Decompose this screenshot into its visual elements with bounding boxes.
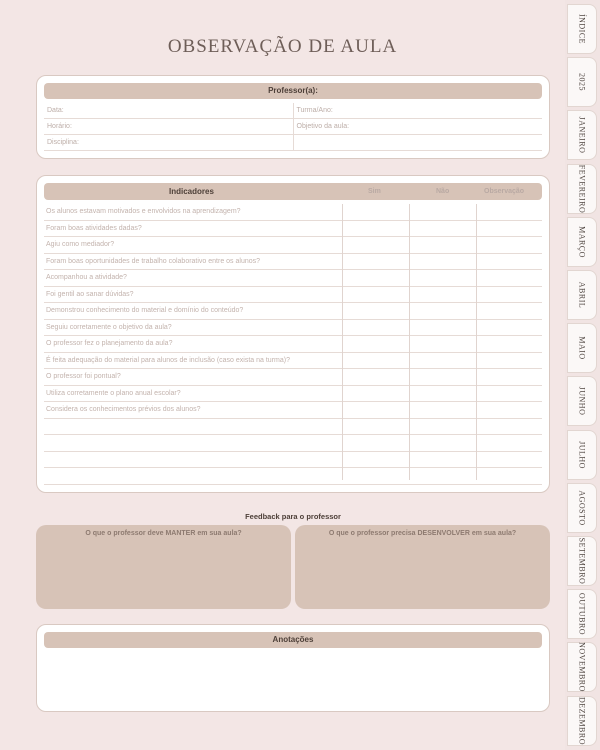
anotacoes-header: Anotações	[272, 635, 314, 644]
indicator-question: Os alunos estavam motivados e envolvidos na aprendizagem?	[46, 208, 241, 215]
anotacoes-header-bar	[44, 632, 542, 648]
tab-fevereiro[interactable]	[567, 164, 597, 214]
professor-row	[44, 135, 542, 151]
indicadores-rows	[44, 204, 542, 485]
table-row	[44, 336, 542, 353]
professor-header: Professor(a):	[268, 86, 318, 95]
tab-março[interactable]	[567, 217, 597, 267]
field-disciplina[interactable]: Disciplina:	[47, 139, 79, 146]
indicator-question: É feita adequação do material para alunos de inclusão (caso exista na turma)?	[46, 356, 290, 364]
col-divider	[409, 204, 410, 480]
tab-junho[interactable]	[567, 376, 597, 426]
tab-dezembro[interactable]	[567, 696, 597, 746]
tab-label: ÍNDICE	[577, 13, 587, 45]
tab-label: JUNHO	[577, 387, 587, 416]
tab-julho[interactable]	[567, 430, 597, 480]
professor-row	[44, 103, 542, 119]
feedback-label: Feedback para o professor	[245, 512, 341, 521]
table-row	[44, 270, 542, 287]
tab-label: MAIO	[577, 336, 587, 360]
tab-label: AGOSTO	[577, 490, 587, 526]
anotacoes-card[interactable]	[36, 624, 550, 712]
field-horario[interactable]: Horário:	[47, 123, 72, 130]
table-row	[44, 419, 542, 436]
indicadores-header: Indicadores	[169, 187, 214, 196]
tab-janeiro[interactable]	[567, 110, 597, 160]
table-row	[44, 353, 542, 370]
feedback-develop-title: O que o professor precisa DESENVOLVER em sua aula?	[328, 530, 517, 537]
feedback-keep-box[interactable]	[36, 525, 291, 609]
tab-label: 2025	[577, 73, 587, 92]
field-empty[interactable]	[293, 135, 543, 150]
tab-2025[interactable]	[567, 57, 597, 107]
tab-label: FEVEREIRO	[577, 164, 587, 213]
indicadores-card	[36, 175, 550, 493]
table-row	[44, 237, 542, 254]
col-observacao: Observação	[484, 188, 525, 195]
indicator-question: Agiu como mediador?	[46, 241, 115, 248]
tab-novembro[interactable]	[567, 642, 597, 692]
tab-label: SETEMBRO	[577, 537, 587, 585]
tab-label: JULHO	[577, 440, 587, 469]
tab-setembro[interactable]	[567, 536, 597, 586]
table-row	[44, 435, 542, 452]
col-nao: Não	[436, 188, 450, 195]
tab-label: MARÇO	[577, 225, 587, 258]
page-title: OBSERVAÇÃO DE AULA	[167, 36, 398, 57]
professor-fields	[44, 103, 542, 151]
indicator-question: Seguiu corretamente o objetivo da aula?	[46, 323, 172, 331]
field-data[interactable]: Data:	[47, 107, 64, 114]
table-row	[44, 452, 542, 469]
indicator-question: Utiliza corretamente o plano anual escolar?	[46, 389, 181, 397]
tab-label: JANEIRO	[577, 116, 587, 154]
tab-label: DEZEMBRO	[577, 696, 587, 745]
indicadores-header-bar	[44, 183, 542, 200]
professor-header-bar	[44, 83, 542, 99]
table-row	[44, 204, 542, 221]
indicator-question: Foi gentil ao sanar dúvidas?	[46, 290, 134, 298]
indicator-question: O professor foi pontual?	[46, 373, 121, 380]
tab-agosto[interactable]	[567, 483, 597, 533]
feedback-keep-title: O que o professor deve MANTER em sua aula?	[85, 530, 242, 537]
tab-índice[interactable]	[567, 4, 597, 54]
professor-row	[44, 119, 542, 135]
table-row	[44, 386, 542, 403]
tab-label: OUTUBRO	[577, 593, 587, 636]
indicator-question: Acompanhou a atividade?	[46, 274, 127, 281]
tab-label: NOVEMBRO	[577, 642, 587, 693]
professor-card	[36, 75, 550, 159]
col-sim: Sim	[368, 188, 381, 195]
table-row	[44, 254, 542, 271]
tab-outubro[interactable]	[567, 589, 597, 639]
feedback-develop-box[interactable]	[295, 525, 550, 609]
table-row	[44, 468, 542, 485]
field-turma[interactable]: Turma/Ano:	[293, 103, 543, 118]
field-objetivo[interactable]: Objetivo da aula:	[293, 119, 543, 134]
indicator-question: Demonstrou conhecimento do material e domínio do conteúdo?	[46, 307, 244, 314]
table-row	[44, 402, 542, 419]
indicator-question: Considera os conhecimentos prévios dos alunos?	[46, 406, 201, 413]
indicator-question: Foram boas atividades dadas?	[46, 224, 142, 232]
col-divider	[476, 204, 477, 480]
indicator-question: Foram boas oportunidades de trabalho colaborativo entre os alunos?	[46, 257, 261, 265]
table-row	[44, 303, 542, 320]
table-row	[44, 369, 542, 386]
tab-label: ABRIL	[577, 281, 587, 309]
table-row	[44, 287, 542, 304]
indicator-question: O professor fez o planejamento da aula?	[46, 340, 173, 347]
col-divider	[342, 204, 343, 480]
table-row	[44, 221, 542, 238]
tab-abril[interactable]	[567, 270, 597, 320]
tab-maio[interactable]	[567, 323, 597, 373]
table-row	[44, 320, 542, 337]
